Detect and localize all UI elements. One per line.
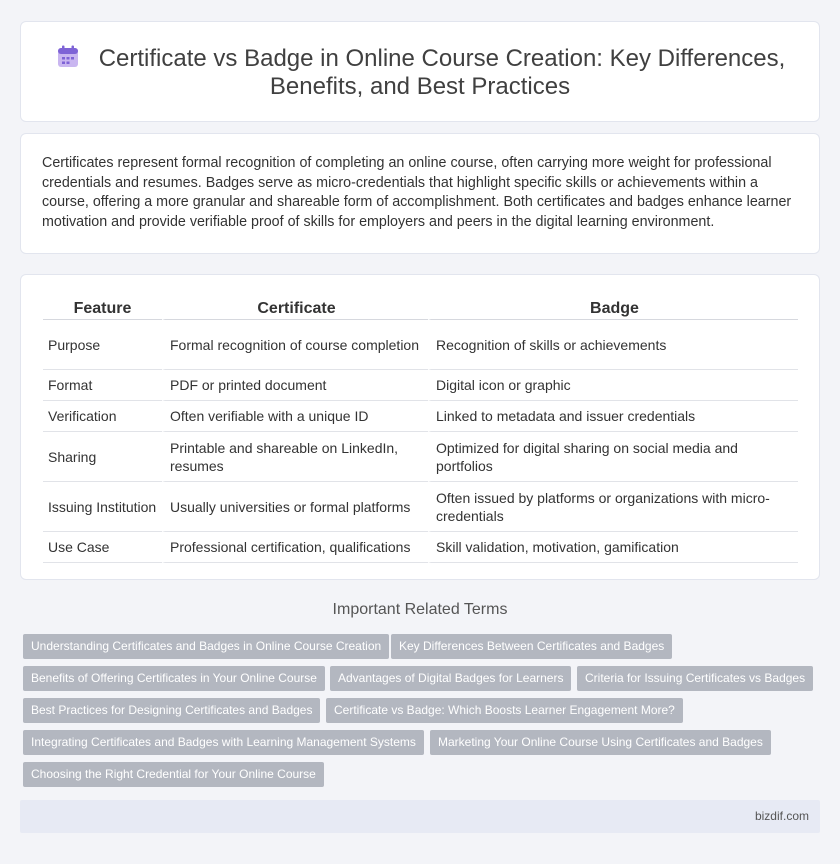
badge-cell: Often issued by platforms or organizations with micro-credentials (428, 482, 798, 532)
table-row (43, 401, 798, 432)
intro-card (20, 133, 820, 254)
badge-cell: Optimized for digital sharing on social media and portfolios (428, 432, 798, 482)
related-term-link[interactable]: Advantages of Digital Badges for Learners (330, 666, 571, 691)
site-brand-link[interactable]: bizdif.com (754, 809, 809, 823)
certificate-cell: PDF or printed document (162, 370, 428, 401)
title-line-2: Benefits, and Best Practices (269, 73, 571, 100)
related-term-link[interactable]: Criteria for Issuing Certificates vs Badges (577, 666, 813, 691)
feature-cell: Format (43, 370, 162, 401)
feature-cell: Sharing (43, 432, 162, 482)
feature-cell: Use Case (43, 532, 162, 563)
related-term-link[interactable]: Benefits of Offering Certificates in Your Online Course (23, 666, 325, 691)
table-header-row (43, 295, 798, 320)
related-term-link[interactable]: Certificate vs Badge: Which Boosts Learner Engagement More? (326, 698, 683, 723)
table-row (43, 432, 798, 482)
page-title (21, 44, 819, 101)
certificate-cell: Professional certification, qualifications (162, 532, 428, 563)
certificate-cell: Formal recognition of course completion (162, 320, 428, 370)
certificate-cell: Usually universities or formal platforms (162, 482, 428, 532)
footer-bar (20, 800, 820, 833)
certificate-cell: Printable and shareable on LinkedIn, resumes (162, 432, 428, 482)
related-term-link[interactable]: Choosing the Right Credential for Your Online Course (23, 762, 324, 787)
related-term-link[interactable]: Understanding Certificates and Badges in Online Course Creation (23, 634, 389, 659)
related-term-link[interactable]: Key Differences Between Certificates and Badges (391, 634, 672, 659)
feature-cell: Issuing Institution (43, 482, 162, 532)
related-term-link[interactable]: Integrating Certificates and Badges with Learning Management Systems (23, 730, 424, 755)
title-line-1: Certificate vs Badge in Online Course Creation: Key Differences, (98, 45, 786, 72)
table-row (43, 320, 798, 370)
badge-cell: Recognition of skills or achievements (428, 320, 798, 370)
calendar-icon (55, 44, 81, 70)
badge-cell: Digital icon or graphic (428, 370, 798, 401)
feature-cell: Purpose (43, 320, 162, 370)
table-row (43, 482, 798, 532)
badge-cell: Linked to metadata and issuer credentials (428, 401, 798, 432)
column-header-feature: Feature (43, 295, 162, 320)
header-card (20, 21, 820, 122)
feature-cell: Verification (43, 401, 162, 432)
intro-paragraph: Certificates represent formal recognition of completing an online course, often carrying more weight for professional credentials and resumes. Badges serve as micro-credentials that highlight specific skills or achievements within a course, offering a more granular and shareable form of accomplishment. Both certificates and badges enhance learner motivation and provide verifiable proof of skills for employers and peers in the digital learning environment. (42, 155, 792, 230)
column-header-certificate: Certificate (162, 295, 428, 320)
table-row (43, 532, 798, 563)
table-row (43, 370, 798, 401)
comparison-table (43, 295, 798, 563)
related-term-link[interactable]: Marketing Your Online Course Using Certificates and Badges (430, 730, 771, 755)
column-header-badge: Badge (428, 295, 798, 320)
badge-cell: Skill validation, motivation, gamification (428, 532, 798, 563)
related-term-link[interactable]: Best Practices for Designing Certificates and Badges (23, 698, 320, 723)
comparison-table-card (20, 274, 820, 580)
related-terms-title: Important Related Terms (332, 601, 508, 618)
certificate-cell: Often verifiable with a unique ID (162, 401, 428, 432)
